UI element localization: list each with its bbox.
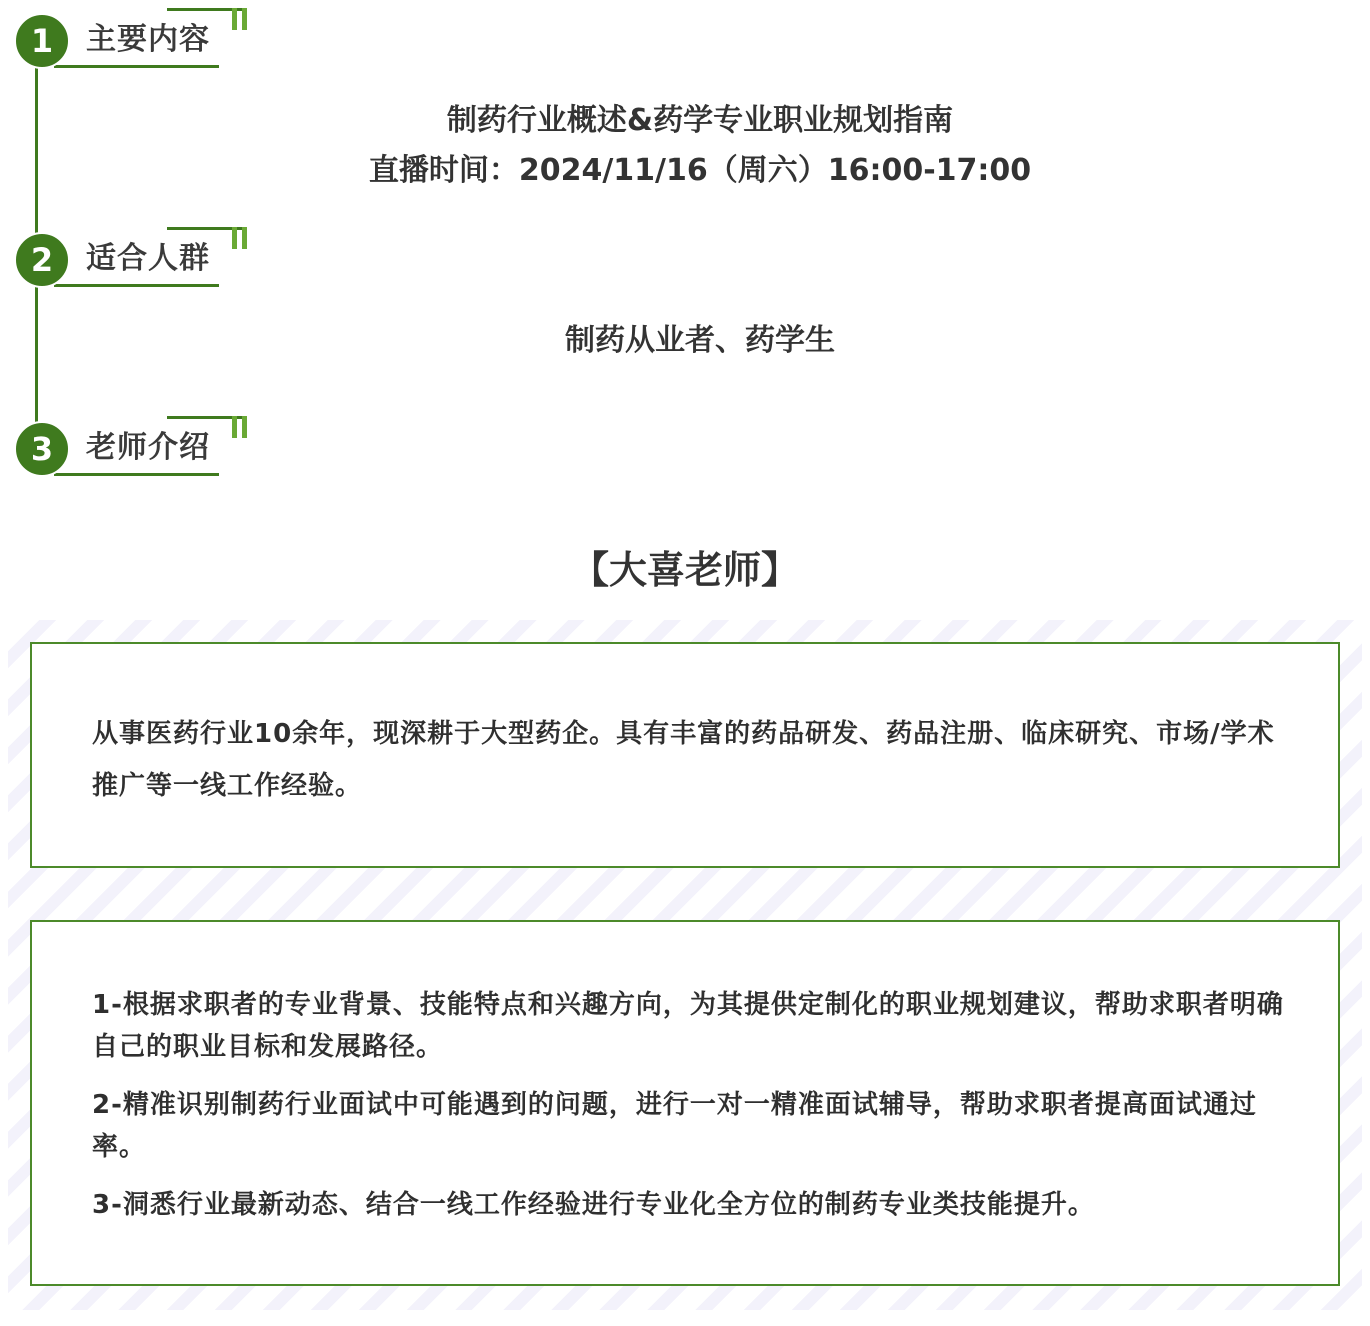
section-title: 适合人群 <box>86 241 210 276</box>
teacher-name: 【大喜老师】 <box>570 548 799 592</box>
header-decor-tick <box>242 416 247 438</box>
step-number-badge: 1 <box>14 13 70 69</box>
section-header-main-content <box>14 8 254 70</box>
section-header-audience <box>14 227 254 289</box>
step-number-badge: 2 <box>14 232 70 288</box>
teacher-services-box <box>30 920 1340 1286</box>
header-decor-tick <box>242 227 247 249</box>
list-item: 2-精准识别制药行业面试中可能遇到的问题，进行一对一精准面试辅导，帮助求职者提高面试通过率。 <box>92 1090 1257 1162</box>
header-decor-tick <box>232 8 237 30</box>
topic-title: 制药行业概述&药学专业职业规划指南 <box>446 103 954 138</box>
header-underline <box>54 473 219 476</box>
header-decor-tick <box>242 8 247 30</box>
services-list <box>92 984 1292 1242</box>
header-underline <box>54 65 219 68</box>
section-header-teacher <box>14 416 254 478</box>
live-time: 直播时间：2024/11/16（周六）16:00-17:00 <box>368 153 1032 188</box>
list-item: 1-根据求职者的专业背景、技能特点和兴趣方向，为其提供定制化的职业规划建议，帮助求职者明确自己的职业目标和发展路径。 <box>92 990 1284 1062</box>
header-decor-tick <box>232 416 237 438</box>
header-underline <box>54 284 219 287</box>
section-title: 主要内容 <box>86 22 210 57</box>
list-item: 3-洞悉行业最新动态、结合一线工作经验进行专业化全方位的制药专业类技能提升。 <box>92 1190 1095 1220</box>
header-decor-tick <box>232 227 237 249</box>
teacher-bio-box <box>30 642 1340 868</box>
teacher-bio: 从事医药行业10余年，现深耕于大型药企。具有丰富的药品研发、药品注册、临床研究、市场/学术推广等一线工作经验。 <box>92 719 1275 801</box>
step-number-badge: 3 <box>14 421 70 477</box>
audience-text: 制药从业者、药学生 <box>565 323 835 358</box>
section-title: 老师介绍 <box>86 430 210 465</box>
